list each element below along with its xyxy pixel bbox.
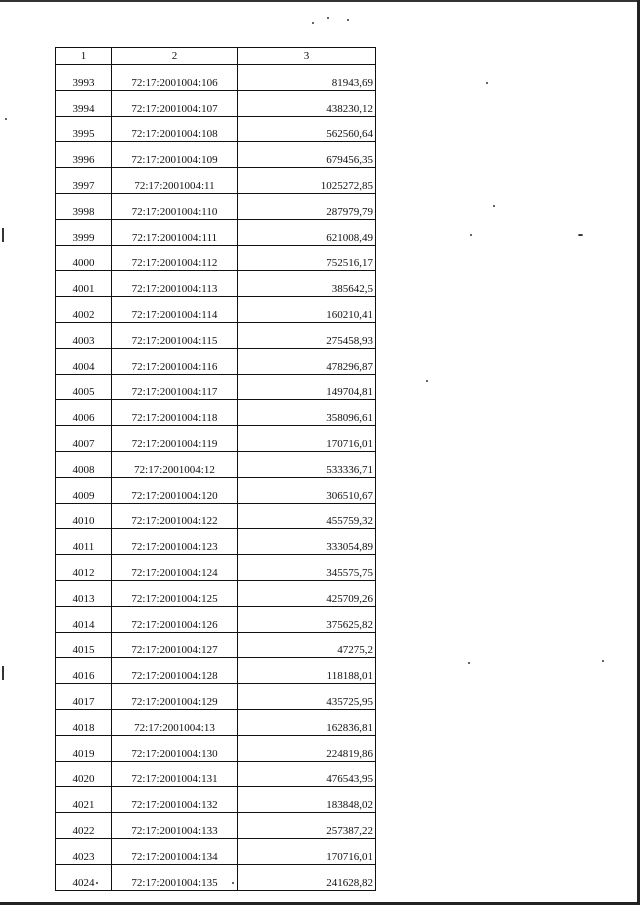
value-cell: 160210,41 bbox=[238, 297, 376, 323]
value-cell: 752516,17 bbox=[238, 245, 376, 271]
value-cell: 81943,69 bbox=[238, 65, 376, 91]
table-row bbox=[56, 813, 376, 839]
value-cell: 478296,87 bbox=[238, 348, 376, 374]
cadastral-number-cell: 72:17:2001004:108 bbox=[112, 116, 238, 142]
cadastral-number-cell: 72:17:2001004:119 bbox=[112, 426, 238, 452]
value-cell: 435725,95 bbox=[238, 684, 376, 710]
table-row bbox=[56, 787, 376, 813]
cadastral-number-cell: 72:17:2001004:113 bbox=[112, 271, 238, 297]
scan-speck bbox=[468, 662, 470, 664]
table-row bbox=[56, 90, 376, 116]
value-cell: 1025272,85 bbox=[238, 168, 376, 194]
scan-speck bbox=[2, 228, 4, 242]
value-cell: 679456,35 bbox=[238, 142, 376, 168]
table-row bbox=[56, 477, 376, 503]
table-row bbox=[56, 426, 376, 452]
page-edge-top bbox=[0, 0, 640, 2]
row-number-cell: 4007 bbox=[56, 426, 112, 452]
row-number-cell: 4014 bbox=[56, 606, 112, 632]
scan-speck bbox=[493, 205, 495, 207]
table-row bbox=[56, 168, 376, 194]
cadastral-number-cell: 72:17:2001004:127 bbox=[112, 632, 238, 658]
value-cell: 170716,01 bbox=[238, 838, 376, 864]
table-row bbox=[56, 580, 376, 606]
cadastral-number-cell: 72:17:2001004:129 bbox=[112, 684, 238, 710]
value-cell: 425709,26 bbox=[238, 580, 376, 606]
row-number-cell: 3993 bbox=[56, 65, 112, 91]
table-row bbox=[56, 297, 376, 323]
row-number-cell: 4016 bbox=[56, 658, 112, 684]
table-row bbox=[56, 65, 376, 91]
cadastral-number-cell: 72:17:2001004:128 bbox=[112, 658, 238, 684]
value-cell: 562560,64 bbox=[238, 116, 376, 142]
table-row bbox=[56, 348, 376, 374]
scan-speck bbox=[602, 660, 604, 662]
scan-speck bbox=[2, 666, 4, 680]
row-number-cell: 4018 bbox=[56, 709, 112, 735]
cadastral-number-cell: 72:17:2001004:12 bbox=[112, 451, 238, 477]
value-cell: 438230,12 bbox=[238, 90, 376, 116]
row-number-cell: 3999 bbox=[56, 219, 112, 245]
row-number-cell: 4011 bbox=[56, 529, 112, 555]
table-row bbox=[56, 632, 376, 658]
value-cell: 455759,32 bbox=[238, 503, 376, 529]
row-number-cell: 3998 bbox=[56, 193, 112, 219]
row-number-cell: 4010 bbox=[56, 503, 112, 529]
value-cell: 345575,75 bbox=[238, 555, 376, 581]
row-number-cell: 4003 bbox=[56, 322, 112, 348]
table-body bbox=[56, 65, 376, 891]
cadastral-number-cell: 72:17:2001004:117 bbox=[112, 374, 238, 400]
cadastral-number-cell: 72:17:2001004:115 bbox=[112, 322, 238, 348]
row-number-cell: 4019 bbox=[56, 735, 112, 761]
table-row bbox=[56, 219, 376, 245]
value-cell: 306510,67 bbox=[238, 477, 376, 503]
cadastral-number-cell: 72:17:2001004:112 bbox=[112, 245, 238, 271]
value-cell: 170716,01 bbox=[238, 426, 376, 452]
value-cell: 183848,02 bbox=[238, 787, 376, 813]
table-row bbox=[56, 555, 376, 581]
cadastral-number-cell: 72:17:2001004:134 bbox=[112, 838, 238, 864]
value-cell: 476543,95 bbox=[238, 761, 376, 787]
value-cell: 385642,5 bbox=[238, 271, 376, 297]
cadastral-number-cell: 72:17:2001004:118 bbox=[112, 400, 238, 426]
table-row bbox=[56, 271, 376, 297]
table-row bbox=[56, 245, 376, 271]
scan-speck bbox=[470, 234, 472, 236]
value-cell: 118188,01 bbox=[238, 658, 376, 684]
value-cell: 149704,81 bbox=[238, 374, 376, 400]
value-cell: 533336,71 bbox=[238, 451, 376, 477]
cadastral-number-cell: 72:17:2001004:111 bbox=[112, 219, 238, 245]
cadastral-number-cell: 72:17:2001004:130 bbox=[112, 735, 238, 761]
row-number-cell: 4021 bbox=[56, 787, 112, 813]
value-cell: 275458,93 bbox=[238, 322, 376, 348]
row-number-cell: 4001 bbox=[56, 271, 112, 297]
row-number-cell: 4005 bbox=[56, 374, 112, 400]
row-number-cell: 4013 bbox=[56, 580, 112, 606]
value-cell: 358096,61 bbox=[238, 400, 376, 426]
cadastral-value-table bbox=[55, 47, 376, 891]
cadastral-number-cell: 72:17:2001004:133 bbox=[112, 813, 238, 839]
row-number-cell: 4017 bbox=[56, 684, 112, 710]
row-number-cell: 4012 bbox=[56, 555, 112, 581]
column-header-cadastral-number: 2 bbox=[112, 48, 238, 65]
row-number-cell: 3994 bbox=[56, 90, 112, 116]
row-number-cell: 3995 bbox=[56, 116, 112, 142]
table-row bbox=[56, 322, 376, 348]
scan-speck bbox=[327, 17, 329, 19]
column-header-value: 3 bbox=[238, 48, 376, 65]
value-cell: 257387,22 bbox=[238, 813, 376, 839]
cadastral-number-cell: 72:17:2001004:109 bbox=[112, 142, 238, 168]
table-row bbox=[56, 374, 376, 400]
cadastral-number-cell: 72:17:2001004:123 bbox=[112, 529, 238, 555]
table-row bbox=[56, 735, 376, 761]
scan-speck bbox=[578, 234, 583, 236]
table-row bbox=[56, 606, 376, 632]
table-row bbox=[56, 529, 376, 555]
cadastral-number-cell: 72:17:2001004:132 bbox=[112, 787, 238, 813]
cadastral-number-cell: 72:17:2001004:135 bbox=[112, 864, 238, 890]
column-header-number: 1 bbox=[56, 48, 112, 65]
scan-speck bbox=[426, 380, 428, 382]
row-number-cell: 4024 bbox=[56, 864, 112, 890]
row-number-cell: 4023 bbox=[56, 838, 112, 864]
value-cell: 162836,81 bbox=[238, 709, 376, 735]
table-row bbox=[56, 838, 376, 864]
table-header-row bbox=[56, 48, 376, 65]
row-number-cell: 4004 bbox=[56, 348, 112, 374]
table-row bbox=[56, 864, 376, 890]
row-number-cell: 4002 bbox=[56, 297, 112, 323]
row-number-cell: 4006 bbox=[56, 400, 112, 426]
row-number-cell: 4008 bbox=[56, 451, 112, 477]
row-number-cell: 4009 bbox=[56, 477, 112, 503]
value-cell: 287979,79 bbox=[238, 193, 376, 219]
scan-speck bbox=[5, 118, 7, 120]
scan-speck bbox=[486, 82, 488, 84]
cadastral-number-cell: 72:17:2001004:125 bbox=[112, 580, 238, 606]
row-number-cell: 3997 bbox=[56, 168, 112, 194]
value-cell: 621008,49 bbox=[238, 219, 376, 245]
cadastral-number-cell: 72:17:2001004:106 bbox=[112, 65, 238, 91]
cadastral-number-cell: 72:17:2001004:122 bbox=[112, 503, 238, 529]
table-row bbox=[56, 761, 376, 787]
table-row bbox=[56, 193, 376, 219]
cadastral-number-cell: 72:17:2001004:131 bbox=[112, 761, 238, 787]
value-cell: 375625,82 bbox=[238, 606, 376, 632]
table-row bbox=[56, 684, 376, 710]
table-row bbox=[56, 658, 376, 684]
scan-speck bbox=[347, 19, 349, 21]
scan-speck bbox=[312, 22, 314, 24]
cadastral-number-cell: 72:17:2001004:120 bbox=[112, 477, 238, 503]
row-number-cell: 4000 bbox=[56, 245, 112, 271]
row-number-cell: 4022 bbox=[56, 813, 112, 839]
value-cell: 333054,89 bbox=[238, 529, 376, 555]
table-row bbox=[56, 142, 376, 168]
table-row bbox=[56, 709, 376, 735]
row-number-cell: 3996 bbox=[56, 142, 112, 168]
cadastral-number-cell: 72:17:2001004:107 bbox=[112, 90, 238, 116]
table-row bbox=[56, 503, 376, 529]
value-cell: 241628,82 bbox=[238, 864, 376, 890]
cadastral-number-cell: 72:17:2001004:114 bbox=[112, 297, 238, 323]
row-number-cell: 4015 bbox=[56, 632, 112, 658]
table-row bbox=[56, 116, 376, 142]
value-cell: 224819,86 bbox=[238, 735, 376, 761]
cadastral-number-cell: 72:17:2001004:124 bbox=[112, 555, 238, 581]
cadastral-number-cell: 72:17:2001004:11 bbox=[112, 168, 238, 194]
cadastral-number-cell: 72:17:2001004:110 bbox=[112, 193, 238, 219]
table-row bbox=[56, 400, 376, 426]
value-cell: 47275,2 bbox=[238, 632, 376, 658]
table-row bbox=[56, 451, 376, 477]
cadastral-number-cell: 72:17:2001004:116 bbox=[112, 348, 238, 374]
cadastral-number-cell: 72:17:2001004:13 bbox=[112, 709, 238, 735]
row-number-cell: 4020 bbox=[56, 761, 112, 787]
cadastral-number-cell: 72:17:2001004:126 bbox=[112, 606, 238, 632]
